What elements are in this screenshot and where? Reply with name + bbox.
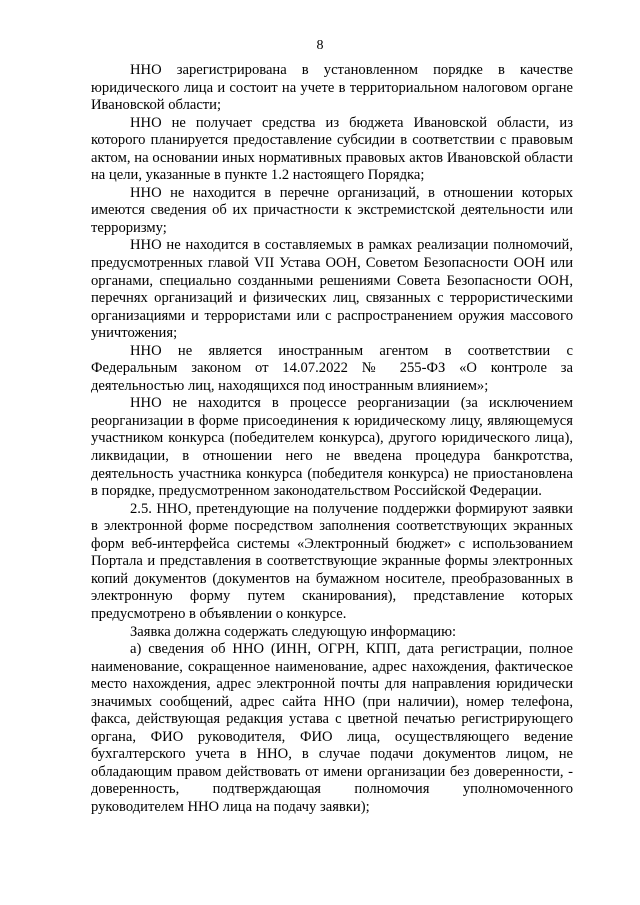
- paragraph-reorganization: ННО не находится в процессе реорганизации (за исключением реорганизации в форме присоединения к юридическому лицу, являющемуся участником конкурса (победителем конкурса), другого юридического лица), ликвидации, в отношении него не введена процедура банкротства, деятельность участника конкурса (победителя конкурса) не приостановлена в порядке, предусмотренном законодательством Российской Федерации.: [91, 395, 573, 500]
- document-body: [91, 62, 573, 817]
- paragraph-extremism-list: ННО не находится в перечне организаций, в отношении которых имеются сведения об их причастности к экстремистской деятельности или терроризму;: [91, 184, 573, 236]
- paragraph-un-sanctions-list: ННО не находится в составляемых в рамках реализации полномочий, предусмотренных главой VII Устава ООН, Советом Безопасности ООН или органами, специально созданными решениями Совета Безопасности ООН, перечнях организаций и физических лиц, связанных с террористическими организациями и террористами или с распространением оружия массового уничтожения;: [91, 237, 573, 342]
- page-number: 8: [316, 38, 324, 53]
- paragraph-item-a: а) сведения об ННО (ИНН, ОГРН, КПП, дата регистрации, полное наименование, сокращенное наименование, адрес нахождения, фактическое место нахождения, адрес электронной почты для направления юридически значимых сообщений, адрес сайта ННО (при наличии), номер телефона, факса, действующая редакция устава с цветной печатью регистрирующего органа, ФИО руководителя, ФИО лица, осуществляющего ведение бухгалтерского учета в ННО, в случае подачи документов лицом, не обладающим правом действовать от имени организации без доверенности, - доверенность, подтверждающая полномочия уполномоченного руководителем ННО лица на подачу заявки);: [91, 641, 573, 815]
- paragraph-foreign-agent: ННО не является иностранным агентом в соответствии с Федеральным законом от 14.07.2022 № 255-ФЗ «О контроле за деятельностью лиц, находящихся под иностранным влиянием»;: [91, 342, 573, 394]
- paragraph-2-5-applications: 2.5. ННО, претендующие на получение поддержки формируют заявки в электронной форме посредством заполнения соответствующих экранных форм веб-интерфейса системы «Электронный бюджет» с использованием Портала и представления в соответствующие экранные формы электронных копий документов (документов на бумажном носителе, преобразованных в электронную форму путем сканирования), представление которых предусмотрено в объявлении о конкурсе.: [91, 500, 573, 622]
- paragraph-application-contents: Заявка должна содержать следующую информацию:: [130, 623, 457, 640]
- paragraph-registration: ННО зарегистрирована в установленном порядке в качестве юридического лица и состоит на учете в территориальном налоговом органе Ивановской области;: [91, 62, 573, 114]
- paragraph-budget-funds: ННО не получает средства из бюджета Ивановской области, из которого планируется предоставление субсидии в соответствии с правовым актом, на основании иных нормативных правовых актов Ивановской области на цели, указанные в пункте 1.2 настоящего Порядка;: [91, 114, 573, 184]
